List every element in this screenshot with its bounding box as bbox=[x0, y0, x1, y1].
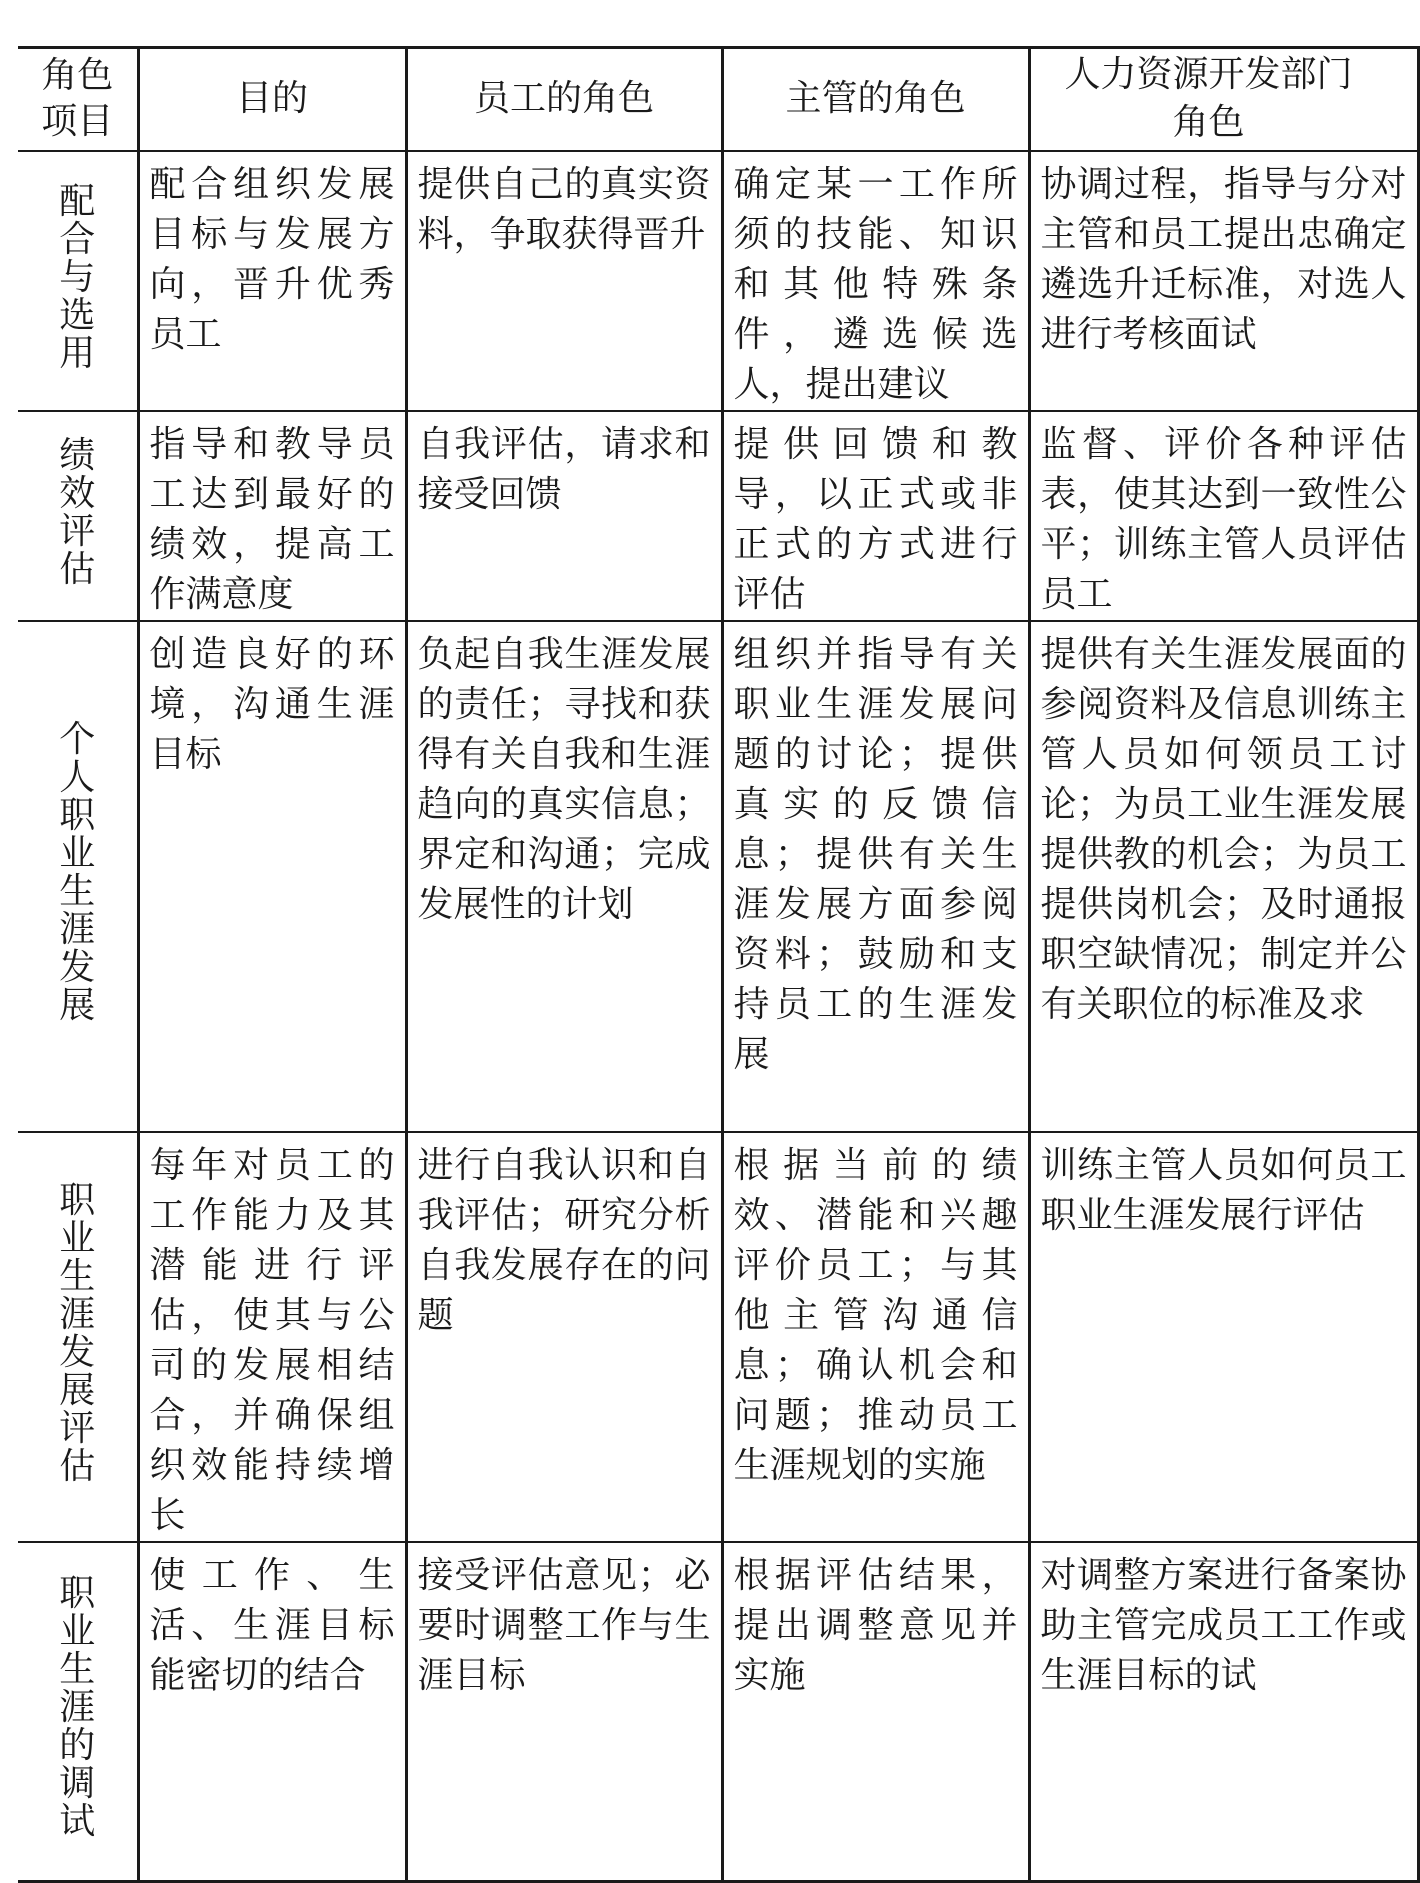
hr-role-cell: 对调整方案进行备案协助主管完成员工工作或生涯目标的试 bbox=[1029, 1542, 1418, 1882]
employee-role-cell: 进行自我认识和自我评估；研究分析自我发展存在的问题 bbox=[406, 1132, 722, 1542]
purpose-cell: 指导和教导员工达到最好的绩效，提高工作满意度 bbox=[138, 411, 406, 621]
supervisor-role-cell: 根据当前的绩效、潜能和兴趣评价员工；与其他主管沟通信息；确认机会和问题；推动员工生涯规划的实施 bbox=[722, 1132, 1029, 1542]
hr-role-cell: 提供有关生涯发展面的参阅资料及信息训练主管人员如何领员工讨论；为员工业生涯发展提供教的机会；为员工提供岗机会；及时通报职空缺情况；制定并公有关职位的标准及求 bbox=[1029, 621, 1418, 1132]
supervisor-role-cell: 组织并指导有关职业生涯发展问题的讨论；提供真实的反馈信息；提供有关生涯发展方面参阅资料；鼓励和支持员工的生涯发展 bbox=[722, 621, 1029, 1132]
purpose-cell: 创造良好的环境，沟通生涯目标 bbox=[138, 621, 406, 1132]
row-item-label: 绩效评估 bbox=[59, 434, 96, 590]
employee-role-cell: 接受评估意见；必要时调整工作与生涯目标 bbox=[406, 1542, 722, 1882]
employee-role-cell: 负起自我生涯发展的责任；寻找和获得有关自我和生涯趋向的真实信息；界定和沟通；完成发展性的计划 bbox=[406, 621, 722, 1132]
hr-role-cell: 协调过程，指导与分对主管和员工提出忠确定遴选升迁标准，对选人进行考核面试 bbox=[1029, 151, 1418, 411]
role-table bbox=[18, 46, 1420, 1883]
row-item-label: 个人职业生涯发展 bbox=[59, 719, 96, 1026]
table-row bbox=[18, 1132, 1418, 1542]
row-item-cell bbox=[18, 151, 138, 411]
row-item-cell bbox=[18, 1132, 138, 1542]
header-employee-role: 员工的角色 bbox=[406, 48, 722, 151]
row-item-label: 职业生涯发展评估 bbox=[59, 1179, 96, 1487]
row-item-cell bbox=[18, 411, 138, 621]
purpose-cell: 使工作、生活、生涯目标能密切的结合 bbox=[138, 1542, 406, 1882]
hr-role-cell: 训练主管人员如何员工职业生涯发展行评估 bbox=[1029, 1132, 1418, 1542]
row-item-label: 配合与选用 bbox=[59, 180, 96, 374]
row-item-cell bbox=[18, 1542, 138, 1882]
table-row bbox=[18, 1542, 1418, 1882]
table-row bbox=[18, 151, 1418, 411]
header-corner-label: 角色 项目 bbox=[41, 55, 114, 143]
employee-role-cell: 提供自己的真实资料，争取获得晋升 bbox=[406, 151, 722, 411]
header-row bbox=[18, 48, 1418, 151]
purpose-cell: 每年对员工的工作能力及其潜能进行评估，使其与公司的发展相结合，并确保组织效能持续增长 bbox=[138, 1132, 406, 1542]
row-item-cell bbox=[18, 621, 138, 1132]
purpose-cell: 配合组织发展目标与发展方向，晋升优秀员工 bbox=[138, 151, 406, 411]
table-row bbox=[18, 621, 1418, 1132]
supervisor-role-cell: 根据评估结果，提出调整意见并实施 bbox=[722, 1542, 1029, 1882]
header-hr-role bbox=[1029, 48, 1418, 151]
table-row bbox=[18, 411, 1418, 621]
supervisor-role-cell: 确定某一工作所须的技能、知识和其他特殊条件，遴选候选人，提出建议 bbox=[722, 151, 1029, 411]
header-hr-label: 人力资源开发部门 角色 bbox=[1064, 54, 1353, 144]
employee-role-cell: 自我评估，请求和接受回馈 bbox=[406, 411, 722, 621]
row-item-label: 职业生涯的调试 bbox=[59, 1573, 96, 1843]
header-corner bbox=[18, 48, 138, 151]
header-supervisor-role: 主管的角色 bbox=[722, 48, 1029, 151]
hr-role-cell: 监督、评价各种评估表，使其达到一致性公平；训练主管人员评估员工 bbox=[1029, 411, 1418, 621]
header-purpose: 目的 bbox=[138, 48, 406, 151]
supervisor-role-cell: 提供回馈和教导，以正式或非正式的方式进行评估 bbox=[722, 411, 1029, 621]
